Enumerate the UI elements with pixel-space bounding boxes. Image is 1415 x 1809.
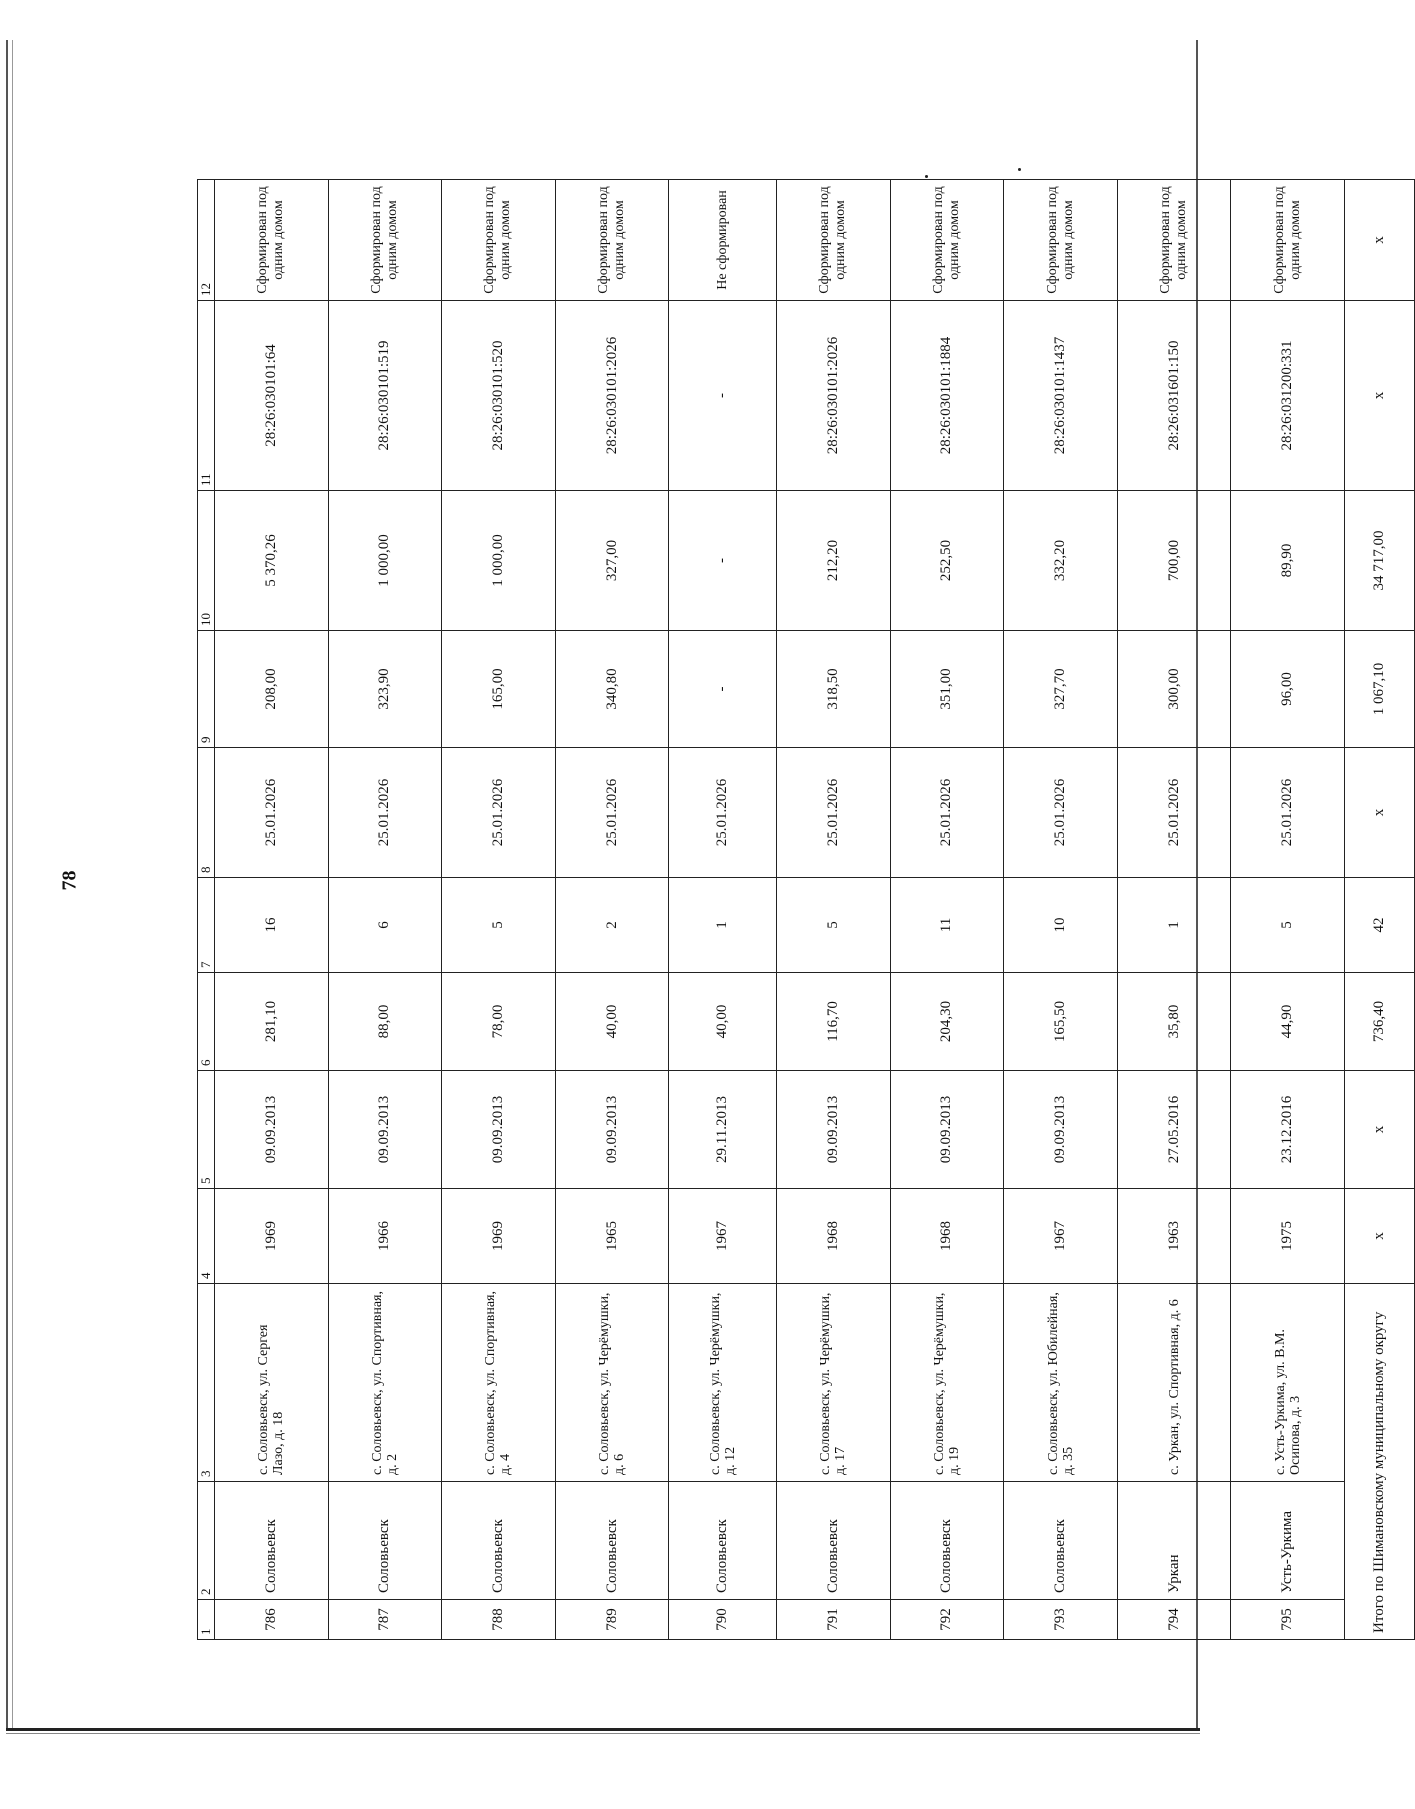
locality: Соловьевск xyxy=(669,1482,777,1600)
build-year: 1969 xyxy=(442,1189,556,1284)
locality: Соловьевск xyxy=(555,1482,669,1600)
land-status: Сформирован под одним домом xyxy=(890,180,1004,301)
area: 281,10 xyxy=(215,973,329,1071)
area: 44,90 xyxy=(1231,973,1345,1071)
build-year: 1963 xyxy=(1117,1189,1231,1284)
row-number: 789 xyxy=(555,1600,669,1640)
build-year: 1969 xyxy=(215,1189,329,1284)
amount: 89,90 xyxy=(1231,491,1345,631)
table-row xyxy=(215,180,329,1640)
total-residents: 42 xyxy=(1344,878,1414,973)
build-year: 1967 xyxy=(669,1189,777,1284)
amount: 1 000,00 xyxy=(442,491,556,631)
locality: Соловьевск xyxy=(1004,1482,1118,1600)
table-row xyxy=(1004,180,1118,1640)
residents: 5 xyxy=(1231,878,1345,973)
amount: 332,20 xyxy=(1004,491,1118,631)
address: с. Соловьевск, ул. Спортивная, д. 4 xyxy=(442,1284,556,1482)
residents: 10 xyxy=(1004,878,1118,973)
residents: 6 xyxy=(328,878,442,973)
total-row xyxy=(1344,180,1414,1640)
total-status: x xyxy=(1344,180,1414,301)
rotated-table-container xyxy=(197,180,1415,1640)
land-status: Сформирован под одним домом xyxy=(1117,180,1231,301)
col-num-11: 11 xyxy=(198,301,215,491)
table-row xyxy=(1117,180,1231,1640)
land-area: - xyxy=(669,631,777,748)
land-status: Не сформирован xyxy=(669,180,777,301)
land-area: 96,00 xyxy=(1231,631,1345,748)
land-status: Сформирован под одним домом xyxy=(328,180,442,301)
land-area: 351,00 xyxy=(890,631,1004,748)
recognition-date: 09.09.2013 xyxy=(442,1071,556,1189)
total-recognition-date: x xyxy=(1344,1071,1414,1189)
col-num-8: 8 xyxy=(198,748,215,878)
row-number: 788 xyxy=(442,1600,556,1640)
land-status: Сформирован под одним домом xyxy=(777,180,891,301)
land-status: Сформирован под одним домом xyxy=(555,180,669,301)
land-area: 165,00 xyxy=(442,631,556,748)
row-number: 790 xyxy=(669,1600,777,1640)
recognition-date: 09.09.2013 xyxy=(1004,1071,1118,1189)
amount: 5 370,26 xyxy=(215,491,329,631)
address: с. Соловьевск, ул. Юбилейная, д. 35 xyxy=(1004,1284,1118,1482)
address: с. Уркан, ул. Спортивная, д. 6 xyxy=(1117,1284,1231,1482)
locality: Соловьевск xyxy=(215,1482,329,1600)
amount: 252,50 xyxy=(890,491,1004,631)
row-number: 786 xyxy=(215,1600,329,1640)
land-area: 300,00 xyxy=(1117,631,1231,748)
residents: 1 xyxy=(669,878,777,973)
address: с. Соловьевск, ул. Черёмушки, д. 19 xyxy=(890,1284,1004,1482)
col-num-7: 7 xyxy=(198,878,215,973)
build-year: 1968 xyxy=(890,1189,1004,1284)
deadline: 25.01.2026 xyxy=(328,748,442,878)
amount: 700,00 xyxy=(1117,491,1231,631)
locality: Соловьевск xyxy=(777,1482,891,1600)
land-status: Сформирован под одним домом xyxy=(1231,180,1345,301)
total-area: 736,40 xyxy=(1344,973,1414,1071)
scan-border-left-inner xyxy=(12,40,13,1730)
build-year: 1968 xyxy=(777,1189,891,1284)
cadastral-number: 28:26:030101:1437 xyxy=(1004,301,1118,491)
row-number: 787 xyxy=(328,1600,442,1640)
cadastral-number: 28:26:031601:150 xyxy=(1117,301,1231,491)
residents: 1 xyxy=(1117,878,1231,973)
col-num-1: 1 xyxy=(198,1600,215,1640)
address: с. Соловьевск, ул. Спортивная, д. 2 xyxy=(328,1284,442,1482)
area: 40,00 xyxy=(555,973,669,1071)
recognition-date: 09.09.2013 xyxy=(890,1071,1004,1189)
residents: 5 xyxy=(442,878,556,973)
build-year: 1966 xyxy=(328,1189,442,1284)
cadastral-number: 28:26:030101:2026 xyxy=(555,301,669,491)
land-area: 327,70 xyxy=(1004,631,1118,748)
scan-speck xyxy=(1018,168,1021,171)
cadastral-number: 28:26:031200:331 xyxy=(1231,301,1345,491)
table-row xyxy=(777,180,891,1640)
deadline: 25.01.2026 xyxy=(890,748,1004,878)
total-label: Итого по Шимановскому муниципальному округу xyxy=(1344,1284,1414,1640)
residents: 2 xyxy=(555,878,669,973)
table-row xyxy=(442,180,556,1640)
build-year: 1965 xyxy=(555,1189,669,1284)
table-row xyxy=(669,180,777,1640)
row-number: 795 xyxy=(1231,1600,1345,1640)
row-number: 791 xyxy=(777,1600,891,1640)
cadastral-number: 28:26:030101:1884 xyxy=(890,301,1004,491)
land-area: 318,50 xyxy=(777,631,891,748)
address: с. Соловьевск, ул. Сергея Лазо, д. 18 xyxy=(215,1284,329,1482)
land-status: Сформирован под одним домом xyxy=(442,180,556,301)
area: 116,70 xyxy=(777,973,891,1071)
deadline: 25.01.2026 xyxy=(442,748,556,878)
table-row xyxy=(1231,180,1345,1640)
recognition-date: 09.09.2013 xyxy=(777,1071,891,1189)
scan-border-left xyxy=(6,40,8,1730)
residents: 16 xyxy=(215,878,329,973)
land-area: 323,90 xyxy=(328,631,442,748)
locality: Соловьевск xyxy=(890,1482,1004,1600)
page-number: 78 xyxy=(58,870,81,890)
housing-register-table xyxy=(197,179,1415,1640)
locality: Соловьевск xyxy=(442,1482,556,1600)
residents: 5 xyxy=(777,878,891,973)
deadline: 25.01.2026 xyxy=(777,748,891,878)
total-deadline: x xyxy=(1344,748,1414,878)
area: 78,00 xyxy=(442,973,556,1071)
recognition-date: 23.12.2016 xyxy=(1231,1071,1345,1189)
scan-border-bottom-inner xyxy=(6,1733,1200,1734)
land-area: 208,00 xyxy=(215,631,329,748)
locality: Уркан xyxy=(1117,1482,1231,1600)
area: 40,00 xyxy=(669,973,777,1071)
deadline: 25.01.2026 xyxy=(215,748,329,878)
build-year: 1967 xyxy=(1004,1189,1118,1284)
area: 165,50 xyxy=(1004,973,1118,1071)
cadastral-number: 28:26:030101:520 xyxy=(442,301,556,491)
table-row xyxy=(328,180,442,1640)
column-number-row xyxy=(198,180,215,1640)
address: с. Соловьевск, ул. Черёмушки, д. 6 xyxy=(555,1284,669,1482)
address: с. Соловьевск, ул. Черёмушки, д. 17 xyxy=(777,1284,891,1482)
scan-speck xyxy=(925,175,928,178)
cadastral-number: 28:26:030101:2026 xyxy=(777,301,891,491)
recognition-date: 09.09.2013 xyxy=(328,1071,442,1189)
col-num-5: 5 xyxy=(198,1071,215,1189)
row-number: 793 xyxy=(1004,1600,1118,1640)
deadline: 25.01.2026 xyxy=(669,748,777,878)
col-num-2: 2 xyxy=(198,1482,215,1600)
col-num-4: 4 xyxy=(198,1189,215,1284)
cadastral-number: 28:26:030101:519 xyxy=(328,301,442,491)
amount: 212,20 xyxy=(777,491,891,631)
amount: - xyxy=(669,491,777,631)
cadastral-number: - xyxy=(669,301,777,491)
table-row xyxy=(555,180,669,1640)
deadline: 25.01.2026 xyxy=(1117,748,1231,878)
land-area: 340,80 xyxy=(555,631,669,748)
land-status: Сформирован под одним домом xyxy=(1004,180,1118,301)
col-num-3: 3 xyxy=(198,1284,215,1482)
col-num-12: 12 xyxy=(198,180,215,301)
total-amount: 34 717,00 xyxy=(1344,491,1414,631)
row-number: 794 xyxy=(1117,1600,1231,1640)
deadline: 25.01.2026 xyxy=(555,748,669,878)
locality: Соловьевск xyxy=(328,1482,442,1600)
recognition-date: 27.05.2016 xyxy=(1117,1071,1231,1189)
row-number: 792 xyxy=(890,1600,1004,1640)
col-num-10: 10 xyxy=(198,491,215,631)
amount: 1 000,00 xyxy=(328,491,442,631)
amount: 327,00 xyxy=(555,491,669,631)
recognition-date: 09.09.2013 xyxy=(215,1071,329,1189)
recognition-date: 09.09.2013 xyxy=(555,1071,669,1189)
residents: 11 xyxy=(890,878,1004,973)
deadline: 25.01.2026 xyxy=(1231,748,1345,878)
deadline: 25.01.2026 xyxy=(1004,748,1118,878)
address: с. Усть-Уркима, ул. В.М. Осипова, д. 3 xyxy=(1231,1284,1345,1482)
area: 204,30 xyxy=(890,973,1004,1071)
table-row xyxy=(890,180,1004,1640)
locality: Усть-Уркима xyxy=(1231,1482,1345,1600)
total-cadastral: x xyxy=(1344,301,1414,491)
address: с. Соловьевск, ул. Черёмушки, д. 12 xyxy=(669,1284,777,1482)
total-build-year: x xyxy=(1344,1189,1414,1284)
total-land-area: 1 067,10 xyxy=(1344,631,1414,748)
area: 88,00 xyxy=(328,973,442,1071)
col-num-6: 6 xyxy=(198,973,215,1071)
col-num-9: 9 xyxy=(198,631,215,748)
land-status: Сформирован под одним домом xyxy=(215,180,329,301)
build-year: 1975 xyxy=(1231,1189,1345,1284)
scan-border-bottom xyxy=(6,1728,1200,1731)
recognition-date: 29.11.2013 xyxy=(669,1071,777,1189)
cadastral-number: 28:26:030101:64 xyxy=(215,301,329,491)
area: 35,80 xyxy=(1117,973,1231,1071)
